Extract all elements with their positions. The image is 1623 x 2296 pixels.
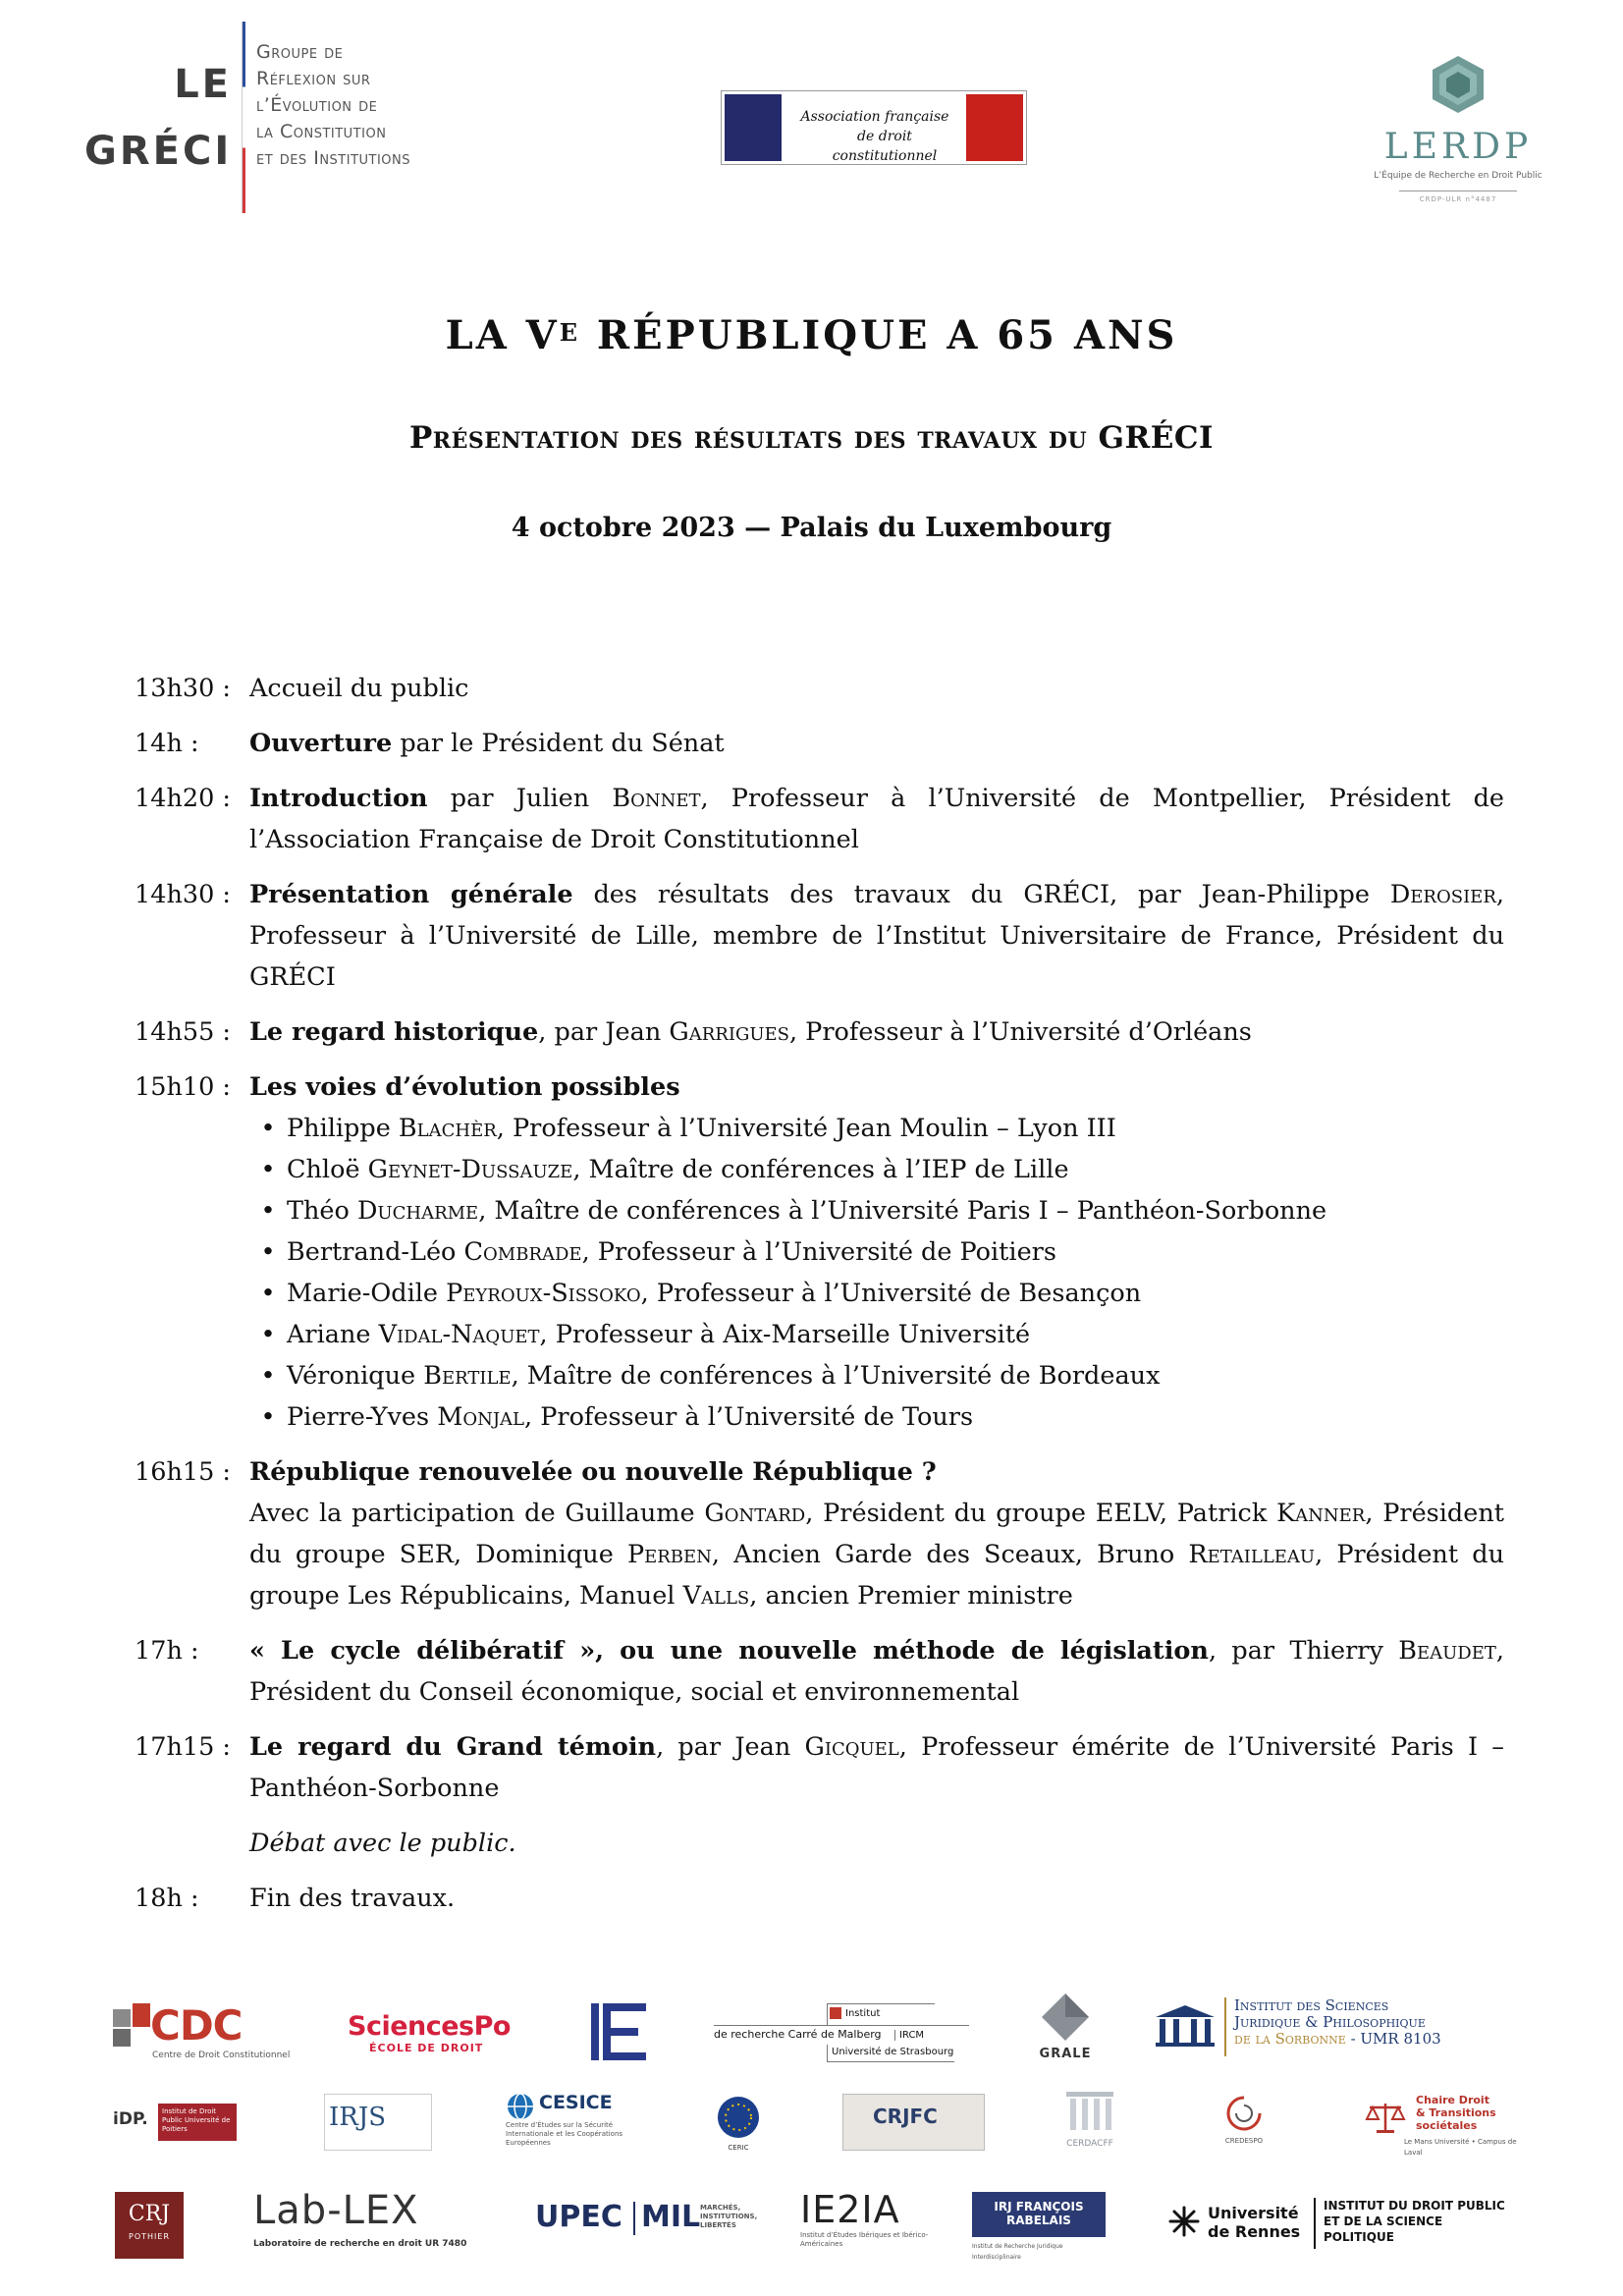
- diamond-icon: [1040, 1992, 1091, 2043]
- program-item: 13h30 : Accueil du public: [135, 674, 469, 703]
- eu-stars-icon: [716, 2095, 761, 2140]
- hexagon-icon: [1428, 54, 1488, 115]
- chaire-logo: Chaire Droit & Transitions sociétales Le Mans Université • Campus de Laval: [1365, 2094, 1512, 2153]
- tricolor-bar: [242, 22, 245, 213]
- speaker-item: • Pierre-Yves Monjal, Professeur à l’Université de Tours: [249, 1396, 1504, 1438]
- pillars-icon: [1064, 2090, 1115, 2135]
- program-note: Débat avec le public.: [249, 1829, 516, 1858]
- crj-logo: CRJ POTHIER: [115, 2192, 184, 2259]
- cesice-logo: CESICE Centre d’Études sur la Sécurité Internationale et les Coopérations Européennes: [506, 2092, 623, 2147]
- program: [135, 668, 1504, 1919]
- speaker-item: • Marie-Odile Peyroux-Sissoko, Professeur à l’Université de Besançon: [249, 1273, 1504, 1314]
- greci-logo: [84, 22, 467, 218]
- program-item: 17h15 : Le regard du Grand témoin, par Jean Gicquel, Professeur émérite de l’Université Paris I – Panthéon-Sorbonne: [135, 1732, 1504, 1803]
- program-item: 14h : Ouverture par le Président du Sénat: [135, 729, 725, 758]
- bullet-icon: •: [260, 1196, 276, 1226]
- credespo-logo: CREDESPO: [1200, 2094, 1288, 2153]
- bullet-icon: •: [260, 1114, 276, 1143]
- partner-logos: [0, 1974, 1623, 2269]
- lablex-logo: Lab-LEX Laboratoire de recherche en droit UR 7480: [253, 2188, 467, 2249]
- program-item: 17h : « Le cycle délibératif », ou une nouvelle méthode de législation, par Thierry Beaudet, Président du Conseil économique, social et environnemental: [135, 1636, 1504, 1707]
- bullet-icon: •: [260, 1320, 276, 1349]
- isjps-logo: Institut des Sciences Juridique & Philosophique de la Sorbonne - UMR 8103: [1154, 1994, 1507, 2062]
- speaker-item: • Théo Ducharme, Maître de conférences à l’Université Paris I – Panthéon-Sorbonne: [249, 1190, 1504, 1231]
- square-icon: [830, 2007, 841, 2019]
- flag-blue-band: [725, 94, 782, 161]
- program-item: 14h30 : Présentation générale des résultats des travaux du GRÉCI, par Jean-Philippe Derosier, Professeur à l’Université de Lille, membre de l’Institut Universitaire de France, Président du GRÉCI: [135, 880, 1504, 992]
- afdc-logo-text: Association française de droit constitutionnel: [800, 109, 949, 164]
- speaker-item: • Ariane Vidal-Naquet, Professeur à Aix-Marseille Université: [249, 1314, 1504, 1355]
- columns-icon: [1154, 2003, 1217, 2049]
- greci-logo-text: Groupe de Réflexion sur l’Évolution de la Constitution et des Institutions: [256, 41, 411, 169]
- rennes-logo: Université de Rennes INSTITUT DU DROIT PUBLIC ET DE LA SCIENCE POLITIQUE: [1168, 2192, 1512, 2257]
- greci-logo-mark: LE GRÉCI: [84, 62, 233, 174]
- flag-red-band: [966, 94, 1023, 161]
- speaker-item: • Chloë Geynet-Dussauze, Maître de conférences à l’IEP de Lille: [249, 1149, 1504, 1190]
- bullet-icon: •: [260, 1155, 276, 1184]
- lf-monogram-icon: [589, 2001, 650, 2062]
- program-item: 15h10 : Les voies d’évolution possibles • Philippe Blachèr, Professeur à l’Université Jean Moulin – Lyon III • Chloë Geynet-Dussauze, Maître de conférences à l’IEP de Lille • Théo Ducharme, Maître de conférences à l’Université Paris I – Panthéon-Sorbonne • Bertrand-Léo Combrade, Professeur à l’Université de Poitiers • Marie-Odile Peyroux-Sissoko, Professeur à l’Université de Besançon • Ariane Vidal-Naquet, Professeur à Aix-Marseille Université • Véronique Bertile, Maître de conférences à l’Université de Bordeaux • Pierre-Yves Monjal, Professeur à l’Université de Tours: [135, 1066, 1504, 1438]
- event-date: 4 octobre 2023 — Palais du Luxembourg: [511, 513, 1112, 543]
- sciencespo-logo: SciencesPo ÉCOLE DE DROIT: [348, 2011, 511, 2054]
- cdc-logo: CDC Centre de Droit Constitutionnel: [113, 2003, 280, 2057]
- ircm-logo: Institut de recherche Carré de Malberg IRCM Université de Strasbourg: [714, 2003, 969, 2062]
- ceric-logo: CERIC: [714, 2095, 763, 2154]
- page-subtitle: Présentation des résultats des travaux du GRÉCI: [408, 420, 1215, 456]
- speaker-item: • Véronique Bertile, Maître de conférences à l’Université de Bordeaux: [249, 1355, 1504, 1396]
- speaker-item: • Bertrand-Léo Combrade, Professeur à l’Université de Poitiers: [249, 1231, 1504, 1273]
- bullet-icon: •: [260, 1361, 276, 1391]
- afdc-logo: [721, 90, 1027, 165]
- bullet-icon: •: [260, 1279, 276, 1308]
- irjs-logo: IRJS: [324, 2094, 432, 2151]
- irj-rabelais-logo: IRJ FRANÇOIS RABELAIS Institut de Recherche Juridique Interdisciplinaire: [972, 2192, 1109, 2257]
- bullet-icon: •: [260, 1402, 276, 1432]
- lerdp-logo: LERDP L’Équipe de Recherche en Droit Public CRDP-ULR n°4487: [1365, 54, 1551, 211]
- idp-logo: iDP. Institut de Droit Public Université de Poitiers: [113, 2104, 241, 2143]
- program-item: 14h20 : Introduction par Julien Bonnet, Professeur à l’Université de Montpellier, Président de l’Association Française de Droit Constitutionnel: [135, 784, 1504, 854]
- upec-mil-logo: UPEC MIL MARCHÉS, INSTITUTIONS, LIBERTÉS: [535, 2200, 758, 2234]
- globe-icon: [506, 2092, 535, 2121]
- scales-icon: [1365, 2100, 1406, 2135]
- program-item: 18h : Fin des travaux.: [135, 1884, 456, 1913]
- bullet-icon: •: [260, 1237, 276, 1267]
- program-item: 14h55 : Le regard historique, par Jean Garrigues, Professeur à l’Université d’Orléans: [135, 1017, 1252, 1047]
- swirl-icon: [1222, 2094, 1266, 2133]
- grale-logo: GRALE: [1036, 1992, 1095, 2065]
- star-burst-icon: [1168, 2206, 1200, 2237]
- speaker-item: • Philippe Blachèr, Professeur à l’Université Jean Moulin – Lyon III: [249, 1108, 1504, 1149]
- cerdacff-logo: CERDACFF: [1055, 2090, 1124, 2159]
- crjfc-logo: CRJFC: [842, 2094, 985, 2151]
- program-item: 16h15 : République renouvelée ou nouvelle République ? Avec la participation de Guillaume Gontard, Président du groupe EELV, Patrick Kanner, Président du groupe SER, Dominique Perben, Ancien Garde des Sceaux, Bruno Retailleau, Président du groupe Les Républicains, Manuel Valls, ancien Premier ministre: [135, 1457, 1504, 1611]
- page-title: LA $V^E$ RÉPUBLIQUE A 65 ANS: [445, 312, 1178, 358]
- ie2ia-logo: IE2IA Institut d’Études Ibériques et Ibérico-Américaines: [800, 2188, 929, 2248]
